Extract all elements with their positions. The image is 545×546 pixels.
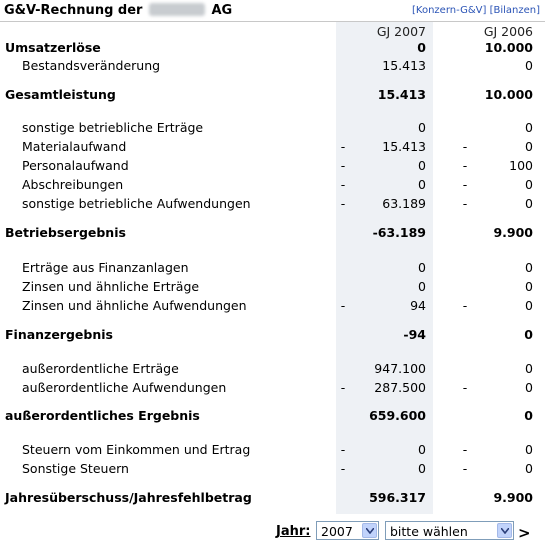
row-sign-2006: - (462, 196, 468, 211)
row-value-2006: 0 (525, 380, 533, 395)
table-row (0, 87, 545, 105)
row-value-2006: 100 (509, 158, 533, 173)
row-label: Zinsen und ähnliche Aufwendungen (22, 298, 247, 313)
choice-select-value: bitte wählen (390, 524, 468, 539)
year-select[interactable] (316, 521, 379, 540)
row-value-2006: 0 (525, 461, 533, 476)
row-sign-2007: - (340, 139, 346, 154)
row-value-2006: 0 (525, 442, 533, 457)
row-label: außerordentliches Ergebnis (5, 408, 200, 423)
table-row (0, 177, 545, 195)
row-value-2006: 0 (524, 408, 533, 423)
table-row (0, 139, 545, 157)
row-value-2007: 947.100 (374, 361, 426, 376)
row-value-2007: 15.413 (382, 139, 426, 154)
row-label: Materialaufwand (22, 139, 127, 154)
table-row (0, 408, 545, 426)
row-sign-2007: - (340, 380, 346, 395)
row-value-2006: 0 (525, 139, 533, 154)
row-value-2006: 0 (525, 120, 533, 135)
row-sign-2006: - (462, 177, 468, 192)
table-row (0, 461, 545, 479)
chevron-down-icon[interactable] (362, 523, 377, 538)
row-label: Bestandsveränderung (22, 58, 161, 73)
row-sign-2006: - (462, 298, 468, 313)
row-label: Personalaufwand (22, 158, 129, 173)
table-row (0, 225, 545, 243)
row-sign-2006: - (462, 442, 468, 457)
table-row (0, 327, 545, 345)
row-value-2006: 0 (525, 361, 533, 376)
row-value-2006: 0 (525, 260, 533, 275)
table-row (0, 158, 545, 176)
table-row (0, 196, 545, 214)
row-label: Gesamtleistung (5, 87, 116, 102)
row-value-2007: 63.189 (382, 196, 426, 211)
row-sign-2006: - (462, 461, 468, 476)
row-value-2006: 9.900 (493, 490, 533, 505)
table-row (0, 490, 545, 508)
konzern-gv-link[interactable]: [Konzern-G&V] (412, 5, 487, 16)
row-sign-2007: - (340, 298, 346, 313)
row-label: sonstige betriebliche Aufwendungen (22, 196, 251, 211)
column-header-gj-2007: GJ 2007 (376, 24, 426, 39)
row-value-2007: 0 (418, 158, 426, 173)
row-value-2006: 9.900 (493, 225, 533, 240)
header-divider (0, 21, 545, 22)
row-label: sonstige betriebliche Erträge (22, 120, 204, 135)
row-value-2006: 0 (525, 58, 533, 73)
redacted-company-name (149, 3, 205, 16)
chevron-down-icon[interactable] (497, 523, 512, 538)
row-value-2007: -63.189 (372, 225, 426, 240)
row-sign-2007: - (340, 461, 346, 476)
table-row (0, 361, 545, 379)
row-value-2007: 0 (417, 40, 426, 55)
row-sign-2006: - (462, 158, 468, 173)
row-value-2007: 0 (418, 279, 426, 294)
go-arrow-icon[interactable]: > (518, 524, 531, 542)
row-sign-2006: - (462, 139, 468, 154)
year-label: Jahr: (276, 524, 311, 539)
year-select-value: 2007 (321, 524, 353, 539)
row-label: Erträge aus Finanzanlagen (22, 260, 189, 275)
row-value-2007: 0 (418, 442, 426, 457)
table-row (0, 260, 545, 278)
row-value-2007: 596.317 (369, 490, 426, 505)
row-value-2006: 10.000 (484, 87, 533, 102)
bilanzen-link[interactable]: [Bilanzen] (489, 5, 540, 16)
row-sign-2007: - (340, 158, 346, 173)
row-value-2007: 94 (410, 298, 426, 313)
row-value-2006: 0 (525, 298, 533, 313)
row-label: außerordentliche Aufwendungen (22, 380, 227, 395)
row-value-2007: 0 (418, 120, 426, 135)
row-label: Umsatzerlöse (5, 40, 101, 55)
row-value-2006: 0 (524, 327, 533, 342)
row-sign-2007: - (340, 196, 346, 211)
row-sign-2007: - (340, 442, 346, 457)
row-value-2006: 0 (525, 177, 533, 192)
row-value-2007: 0 (418, 177, 426, 192)
table-row (0, 298, 545, 316)
title-suffix: AG (211, 3, 233, 18)
row-label: Steuern vom Einkommen und Ertrag (22, 442, 251, 457)
row-value-2007: 0 (418, 260, 426, 275)
row-sign-2007: - (340, 177, 346, 192)
row-value-2006: 10.000 (484, 40, 533, 55)
row-label: Sonstige Steuern (22, 461, 129, 476)
row-value-2007: 287.500 (374, 380, 426, 395)
row-label: außerordentliche Erträge (22, 361, 179, 376)
table-row (0, 279, 545, 297)
row-value-2006: 0 (525, 196, 533, 211)
row-label: Betriebsergebnis (5, 225, 126, 240)
row-value-2007: 0 (418, 461, 426, 476)
column-header-gj-2006: GJ 2006 (483, 24, 533, 39)
row-value-2007: -94 (403, 327, 426, 342)
title-prefix: G&V-Rechnung der (4, 3, 143, 18)
table-row (0, 58, 545, 76)
row-value-2007: 659.600 (369, 408, 426, 423)
row-label: Jahresüberschuss/Jahresfehlbetrag (5, 490, 252, 505)
row-label: Zinsen und ähnliche Erträge (22, 279, 200, 294)
row-label: Abschreibungen (22, 177, 124, 192)
header-links (412, 5, 540, 16)
footer-controls (0, 514, 545, 546)
choice-select[interactable] (385, 521, 514, 540)
row-label: Finanzergebnis (5, 327, 113, 342)
report-header (0, 0, 545, 22)
page-title (4, 3, 232, 18)
row-value-2007: 15.413 (377, 87, 426, 102)
row-sign-2006: - (462, 380, 468, 395)
table-row (0, 380, 545, 398)
row-value-2007: 15.413 (382, 58, 426, 73)
row-value-2006: 0 (525, 279, 533, 294)
table-row (0, 120, 545, 138)
table-row (0, 40, 545, 58)
table-row (0, 442, 545, 460)
